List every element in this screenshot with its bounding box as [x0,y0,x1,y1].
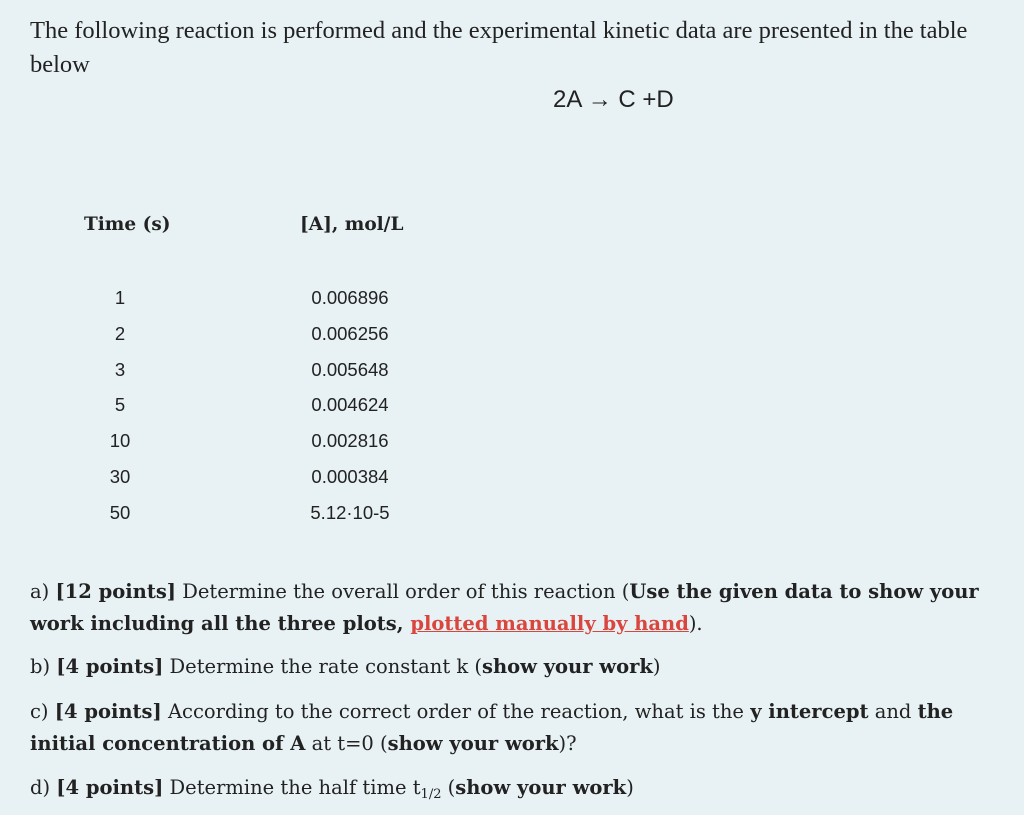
question-b-text: Determine the rate constant k ( [163,655,482,678]
concentration-cell: 0.004624 [311,394,389,416]
question-c [30,696,990,760]
question-c-bold1: y intercept [750,700,869,723]
question-a-points: [12 points] [55,580,177,603]
question-b-points: [4 points] [56,655,164,678]
time-cell: 50 [109,501,131,523]
intro-text: The following reaction is performed and the experimental kinetic data are presented in the table below [30,17,968,78]
question-b-end: ) [652,655,661,678]
concentration-cell: 0.006256 [311,322,389,344]
time-cell: 5 [114,394,126,416]
question-a-end: ). [688,612,703,635]
time-cell: 30 [109,465,131,487]
concentration-column [290,283,410,534]
concentration-cell: 0.000384 [311,465,389,487]
question-a-text: Determine the overall order of this reaction ( [176,580,630,603]
question-b-bold: show your work [481,655,653,678]
concentration-cell: 5.12·10-5 [310,501,390,523]
question-d-text2: ( [441,776,456,799]
question-d-bold: show your work [455,776,627,799]
question-d-text: Determine the half time t [163,776,421,799]
concentration-cell: 0.002816 [311,430,389,452]
concentration-cell: 0.005648 [311,358,389,380]
question-c-text1: According to the correct order of the reaction, what is the [161,700,751,723]
question-c-end: )? [558,732,577,755]
question-a [30,576,990,640]
time-cell: 1 [114,287,126,308]
question-c-points: [4 points] [54,700,162,723]
time-cell: 3 [114,358,126,380]
question-b [30,651,990,683]
question-b-prefix: b) [30,655,57,678]
time-column [96,283,144,534]
time-cell: 2 [114,322,126,344]
question-c-bold2: the initial concentration of A [30,700,954,755]
question-a-prefix: a) [30,580,56,603]
question-c-text3: at t=0 ( [305,732,388,755]
question-d [30,772,990,811]
reaction-equation: 2A → C +D [553,86,674,113]
question-c-prefix: c) [30,700,55,723]
question-d-points: [4 points] [56,776,164,799]
question-d-prefix: d) [30,776,57,799]
question-d-end: ) [626,776,634,799]
question-d-subscript: 1/2 [420,787,442,802]
question-a-highlight: plotted manually by hand [410,612,689,635]
question-a-bold: Use the given data to show your work including all the three plots, [30,580,979,635]
header-time: Time (s) [84,214,171,235]
header-concentration: [A], mol/L [300,214,404,235]
concentration-cell: 0.006896 [311,287,389,308]
question-c-text2: and [868,700,918,723]
question-c-bold3: show your work [387,732,559,755]
time-cell: 10 [109,430,131,452]
